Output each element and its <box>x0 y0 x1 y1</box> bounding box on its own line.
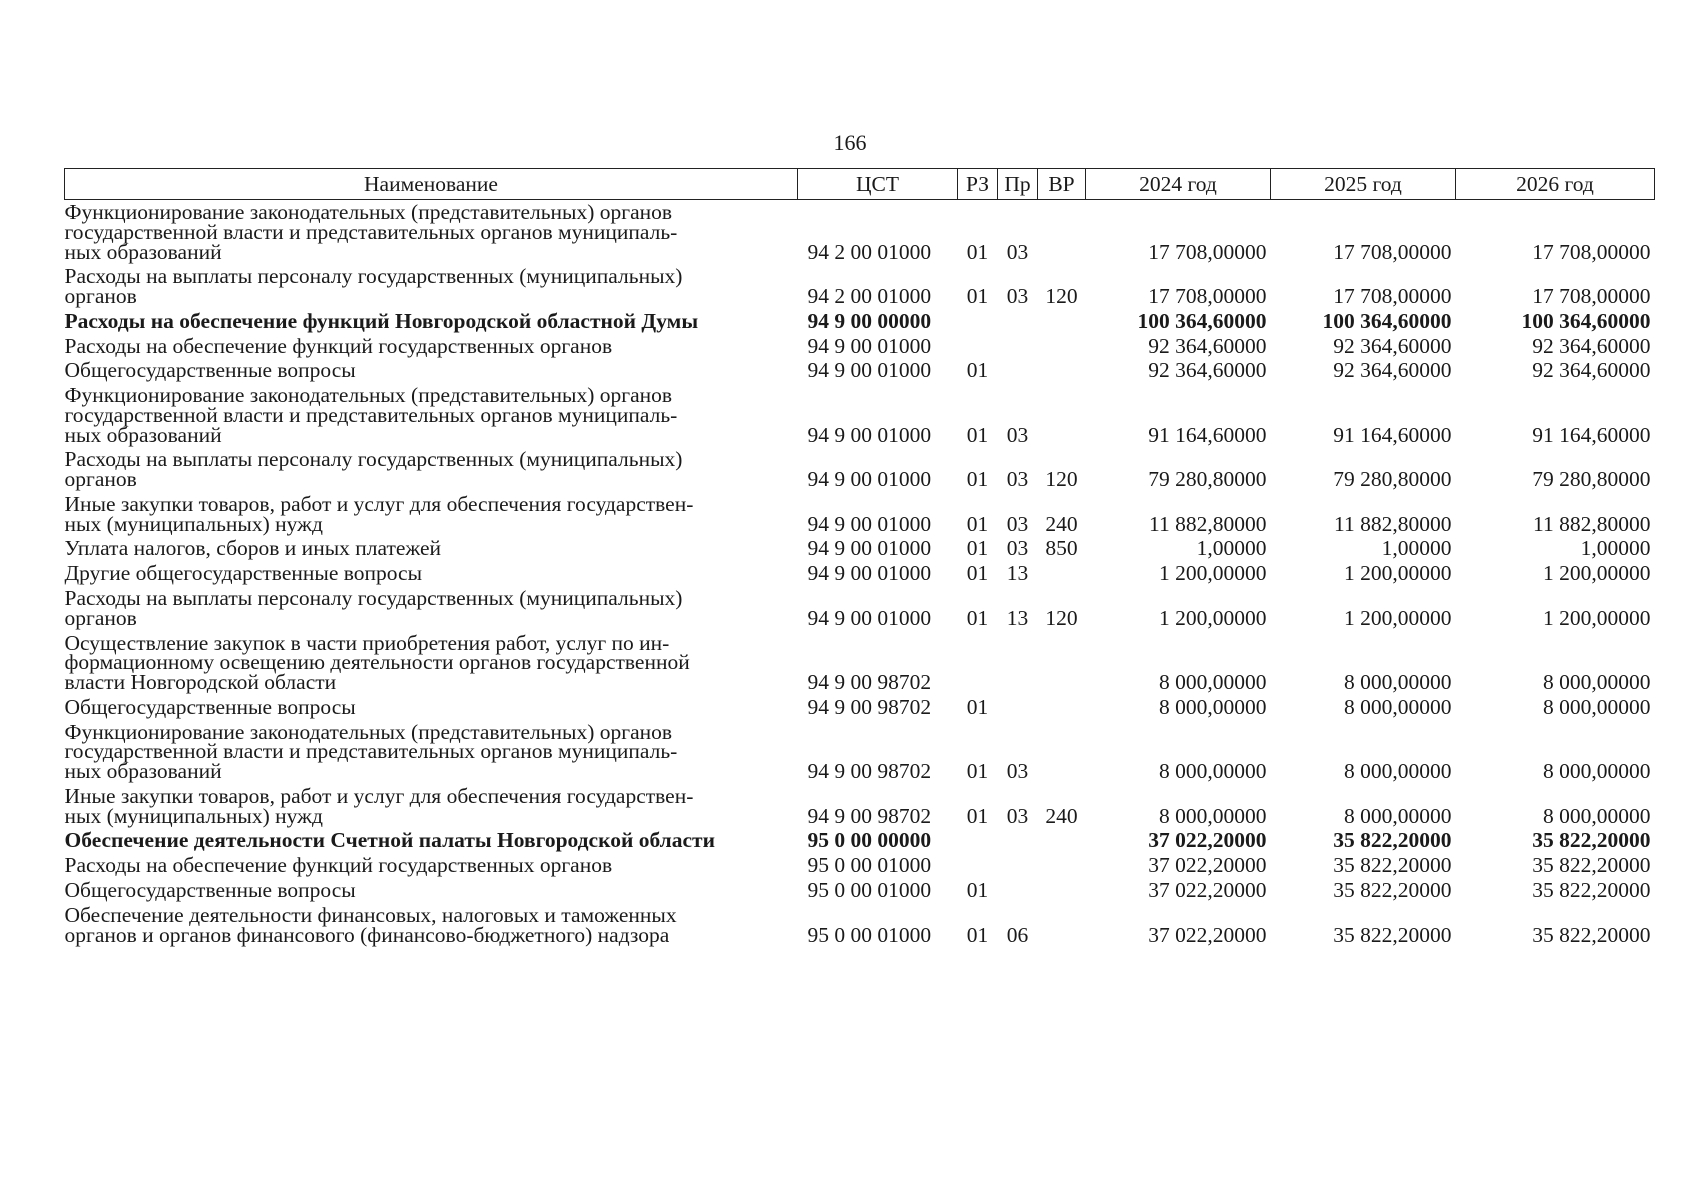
cell-name-line: Обеспечение деятельности финансовых, налоговых и таможенных <box>64 902 677 927</box>
cell-name-line: Расходы на выплаты персоналу государственных (муниципальных) <box>64 447 683 472</box>
cell-name-line: государственной власти и представительных органов муниципаль- <box>64 402 678 427</box>
cell-cst: 95 0 00 01000 <box>807 853 932 878</box>
cell-2024: 92 364,60000 <box>1148 358 1267 383</box>
cell-pr <box>998 631 1038 695</box>
cell-name <box>65 200 798 265</box>
cell-cst: 95 0 00 00000 <box>807 828 932 853</box>
cell-rz: 01 <box>966 694 989 719</box>
table-row <box>65 447 1655 492</box>
cell-pr <box>998 878 1038 903</box>
cell-vr <box>1038 878 1086 903</box>
cell-name-line: Функционирование законодательных (представительных) органов <box>64 200 673 224</box>
cell-2026: 100 364,60000 <box>1521 308 1651 333</box>
cell-pr: 03 <box>1006 536 1029 561</box>
cell-2026: 1,00000 <box>1580 536 1651 561</box>
cell-name <box>65 586 798 631</box>
cell-name-line: органов и органов финансового (финансово-бюджетного) надзора <box>64 922 670 947</box>
cell-rz: 01 <box>966 561 989 586</box>
cell-rz: 01 <box>966 422 989 447</box>
cell-2024: 17 708,00000 <box>1148 284 1267 309</box>
cell-cst: 94 9 00 01000 <box>807 561 932 586</box>
cell-name-line: Расходы на обеспечение функций Новгородской областной Думы <box>64 308 699 333</box>
cell-name-line: Общегосударственные вопросы <box>64 877 356 902</box>
cell-name-line: ных образований <box>64 239 222 264</box>
cell-vr: 120 <box>1045 284 1078 309</box>
cell-name <box>65 631 798 695</box>
cell-pr: 03 <box>1006 759 1029 784</box>
cell-2026: 8 000,00000 <box>1543 670 1651 695</box>
cell-2025: 1 200,00000 <box>1344 605 1452 630</box>
cell-name <box>65 383 798 447</box>
cell-rz <box>958 631 998 695</box>
cell-2026: 79 280,80000 <box>1532 467 1651 492</box>
table-row <box>65 309 1655 334</box>
cell-pr: 13 <box>1006 561 1029 586</box>
cell-cst: 95 0 00 01000 <box>807 922 932 947</box>
cell-name-line: Другие общегосударственные вопросы <box>64 561 423 586</box>
cell-pr: 03 <box>1006 511 1029 536</box>
cell-name-line: ных образований <box>64 759 222 784</box>
cell-2024: 37 022,20000 <box>1148 828 1267 853</box>
cell-name-line: органов <box>64 284 137 309</box>
cell-name-line: Иные закупки товаров, работ и услуг для обеспечения государствен- <box>64 491 694 516</box>
table-row <box>65 536 1655 561</box>
cell-rz: 01 <box>966 877 989 902</box>
header-vr: ВР <box>1038 169 1086 200</box>
cell-name-line: ных (муниципальных) нужд <box>64 511 323 536</box>
cell-2024: 1 200,00000 <box>1159 561 1267 586</box>
cell-2025: 11 882,80000 <box>1334 511 1452 536</box>
table-row <box>65 492 1655 537</box>
table-row <box>65 878 1655 903</box>
cell-vr <box>1038 383 1086 447</box>
cell-name <box>65 903 798 948</box>
cell-cst: 94 9 00 98702 <box>807 694 932 719</box>
cell-2026: 1 200,00000 <box>1543 561 1651 586</box>
cell-2025: 1,00000 <box>1381 536 1452 561</box>
cell-cst: 94 9 00 01000 <box>807 467 932 492</box>
cell-2026: 35 822,20000 <box>1532 853 1651 878</box>
cell-2025: 17 708,00000 <box>1333 239 1452 264</box>
cell-cst: 94 9 00 01000 <box>807 511 932 536</box>
cell-name <box>65 264 798 309</box>
cell-2026: 1 200,00000 <box>1543 605 1651 630</box>
cell-rz: 01 <box>966 284 989 309</box>
cell-rz <box>958 334 998 359</box>
cell-rz <box>958 828 998 853</box>
cell-2026: 8 000,00000 <box>1543 694 1651 719</box>
cell-2025: 35 822,20000 <box>1333 922 1452 947</box>
cell-2026: 17 708,00000 <box>1532 239 1651 264</box>
cell-name <box>65 309 798 334</box>
cell-name <box>65 828 798 853</box>
cell-2024: 1,00000 <box>1196 536 1267 561</box>
cell-vr <box>1038 695 1086 720</box>
cell-2025: 79 280,80000 <box>1333 467 1452 492</box>
cell-rz <box>958 853 998 878</box>
cell-vr: 120 <box>1045 605 1078 630</box>
cell-name-line: Осуществление закупок в части приобретения работ, услуг по ин- <box>64 630 670 655</box>
cell-cst: 94 9 00 01000 <box>807 605 932 630</box>
cell-name-line: органов <box>64 467 137 492</box>
cell-name-line: Уплата налогов, сборов и иных платежей <box>64 536 442 561</box>
cell-vr: 120 <box>1045 467 1078 492</box>
cell-name <box>65 784 798 829</box>
cell-2026: 92 364,60000 <box>1532 358 1651 383</box>
cell-2025: 8 000,00000 <box>1344 694 1452 719</box>
cell-pr: 13 <box>1006 605 1029 630</box>
cell-vr <box>1038 200 1086 265</box>
cell-pr <box>998 828 1038 853</box>
cell-rz: 01 <box>966 759 989 784</box>
cell-2025: 100 364,60000 <box>1322 308 1452 333</box>
cell-cst: 94 9 00 01000 <box>807 333 932 358</box>
cell-2025: 35 822,20000 <box>1333 853 1452 878</box>
cell-2025: 92 364,60000 <box>1333 358 1452 383</box>
table-row <box>65 695 1655 720</box>
cell-2025: 91 164,60000 <box>1333 422 1452 447</box>
cell-2025: 92 364,60000 <box>1333 333 1452 358</box>
cell-pr: 06 <box>1006 922 1029 947</box>
cell-name-line: ных (муниципальных) нужд <box>64 803 323 828</box>
cell-rz: 01 <box>966 803 989 828</box>
cell-name <box>65 561 798 586</box>
cell-2024: 37 022,20000 <box>1148 853 1267 878</box>
cell-cst: 95 0 00 01000 <box>807 877 932 902</box>
cell-2026: 8 000,00000 <box>1543 759 1651 784</box>
cell-name <box>65 447 798 492</box>
cell-2024: 37 022,20000 <box>1148 877 1267 902</box>
table-body <box>65 200 1655 948</box>
cell-2026: 11 882,80000 <box>1533 511 1651 536</box>
cell-vr <box>1038 853 1086 878</box>
cell-name-line: Расходы на выплаты персоналу государственных (муниципальных) <box>64 264 683 289</box>
header-2024: 2024 год <box>1086 169 1271 200</box>
cell-rz: 01 <box>966 467 989 492</box>
cell-cst: 94 9 00 01000 <box>807 422 932 447</box>
cell-2025: 8 000,00000 <box>1344 670 1452 695</box>
cell-vr <box>1038 334 1086 359</box>
cell-name <box>65 536 798 561</box>
cell-vr <box>1038 720 1086 784</box>
table-row <box>65 264 1655 309</box>
cell-vr <box>1038 903 1086 948</box>
cell-name-line: формационному освещению деятельности органов государственной <box>64 650 690 675</box>
cell-pr: 03 <box>1006 284 1029 309</box>
cell-name-line: Общегосударственные вопросы <box>64 694 356 719</box>
cell-2026: 35 822,20000 <box>1532 828 1651 853</box>
cell-2024: 92 364,60000 <box>1148 333 1267 358</box>
cell-2024: 17 708,00000 <box>1148 239 1267 264</box>
cell-2025: 35 822,20000 <box>1333 877 1452 902</box>
cell-cst: 94 2 00 01000 <box>807 284 932 309</box>
table-row <box>65 720 1655 784</box>
cell-name-line: органов <box>64 605 137 630</box>
table-row <box>65 631 1655 695</box>
cell-name-line: власти Новгородской области <box>64 670 337 695</box>
page-number: 166 <box>833 130 867 155</box>
cell-name-line: Функционирование законодательных (представительных) органов <box>64 383 673 408</box>
header-rz: РЗ <box>958 169 998 200</box>
table-header <box>65 169 1655 200</box>
cell-2024: 8 000,00000 <box>1159 694 1267 719</box>
cell-rz: 01 <box>966 511 989 536</box>
cell-vr: 240 <box>1045 511 1078 536</box>
cell-2024: 100 364,60000 <box>1137 308 1267 333</box>
cell-pr: 03 <box>1006 803 1029 828</box>
cell-name <box>65 358 798 383</box>
header-pr: Пр <box>998 169 1038 200</box>
header-2026: 2026 год <box>1456 169 1655 200</box>
cell-rz: 01 <box>966 358 989 383</box>
table-row <box>65 903 1655 948</box>
cell-name-line: государственной власти и представительных органов муниципаль- <box>64 219 678 244</box>
cell-pr: 03 <box>1006 239 1029 264</box>
cell-rz: 01 <box>966 536 989 561</box>
table-row <box>65 784 1655 829</box>
cell-name-line: Функционирование законодательных (представительных) органов <box>64 719 673 744</box>
cell-vr <box>1038 828 1086 853</box>
cell-2026: 35 822,20000 <box>1532 922 1651 947</box>
cell-2025: 8 000,00000 <box>1344 759 1452 784</box>
cell-pr: 03 <box>1006 422 1029 447</box>
cell-pr <box>998 695 1038 720</box>
budget-table <box>64 168 1655 947</box>
header-row <box>65 169 1655 200</box>
cell-name-line: Расходы на выплаты персоналу государственных (муниципальных) <box>64 586 683 611</box>
cell-2024: 8 000,00000 <box>1159 759 1267 784</box>
cell-2024: 37 022,20000 <box>1148 922 1267 947</box>
cell-rz: 01 <box>966 922 989 947</box>
cell-rz: 01 <box>966 605 989 630</box>
cell-2026: 8 000,00000 <box>1543 803 1651 828</box>
cell-name-line: Расходы на обеспечение функций государственных органов <box>64 333 613 358</box>
cell-cst: 94 9 00 01000 <box>807 358 932 383</box>
cell-2025: 35 822,20000 <box>1333 828 1452 853</box>
cell-name-line: Расходы на обеспечение функций государственных органов <box>64 853 613 878</box>
cell-cst: 94 9 00 98702 <box>807 803 932 828</box>
cell-vr: 850 <box>1045 536 1078 561</box>
budget-table-container <box>64 168 1654 947</box>
cell-2024: 8 000,00000 <box>1159 803 1267 828</box>
table-row <box>65 586 1655 631</box>
table-row <box>65 334 1655 359</box>
cell-name-line: Обеспечение деятельности Счетной палаты Новгородской области <box>64 828 715 853</box>
cell-2025: 17 708,00000 <box>1333 284 1452 309</box>
cell-name <box>65 695 798 720</box>
cell-pr <box>998 853 1038 878</box>
cell-2025: 8 000,00000 <box>1344 803 1452 828</box>
cell-name <box>65 720 798 784</box>
cell-vr: 240 <box>1045 803 1078 828</box>
cell-cst: 94 2 00 01000 <box>807 239 932 264</box>
cell-pr <box>998 358 1038 383</box>
header-2025: 2025 год <box>1271 169 1456 200</box>
cell-name-line: ных образований <box>64 422 222 447</box>
cell-vr <box>1038 631 1086 695</box>
cell-2024: 91 164,60000 <box>1148 422 1267 447</box>
cell-2026: 91 164,60000 <box>1532 422 1651 447</box>
cell-name <box>65 878 798 903</box>
cell-2024: 1 200,00000 <box>1159 605 1267 630</box>
header-cst: ЦСТ <box>798 169 958 200</box>
cell-pr: 03 <box>1006 467 1029 492</box>
table-row <box>65 853 1655 878</box>
cell-2026: 92 364,60000 <box>1532 333 1651 358</box>
cell-name-line: государственной власти и представительных органов муниципаль- <box>64 739 678 764</box>
cell-name-line: Общегосударственные вопросы <box>64 358 356 383</box>
cell-2025: 1 200,00000 <box>1344 561 1452 586</box>
cell-pr <box>998 309 1038 334</box>
cell-rz: 01 <box>966 239 989 264</box>
cell-cst: 94 9 00 01000 <box>807 536 932 561</box>
cell-2026: 35 822,20000 <box>1532 877 1651 902</box>
table-row <box>65 383 1655 447</box>
table-row <box>65 358 1655 383</box>
cell-name <box>65 334 798 359</box>
cell-2024: 79 280,80000 <box>1148 467 1267 492</box>
cell-name-line: Иные закупки товаров, работ и услуг для обеспечения государствен- <box>64 783 694 808</box>
cell-pr <box>998 334 1038 359</box>
cell-rz <box>958 309 998 334</box>
cell-2024: 8 000,00000 <box>1159 670 1267 695</box>
table-row <box>65 561 1655 586</box>
cell-cst: 94 9 00 98702 <box>807 759 932 784</box>
cell-vr <box>1038 561 1086 586</box>
table-row <box>65 200 1655 265</box>
cell-2024: 11 882,80000 <box>1149 511 1267 536</box>
table-row <box>65 828 1655 853</box>
cell-cst: 94 9 00 98702 <box>807 670 932 695</box>
cell-name <box>65 853 798 878</box>
cell-vr <box>1038 358 1086 383</box>
cell-2026: 17 708,00000 <box>1532 284 1651 309</box>
cell-name <box>65 492 798 537</box>
cell-cst: 94 9 00 00000 <box>807 308 932 333</box>
header-name: Наименование <box>65 169 798 200</box>
cell-vr <box>1038 309 1086 334</box>
